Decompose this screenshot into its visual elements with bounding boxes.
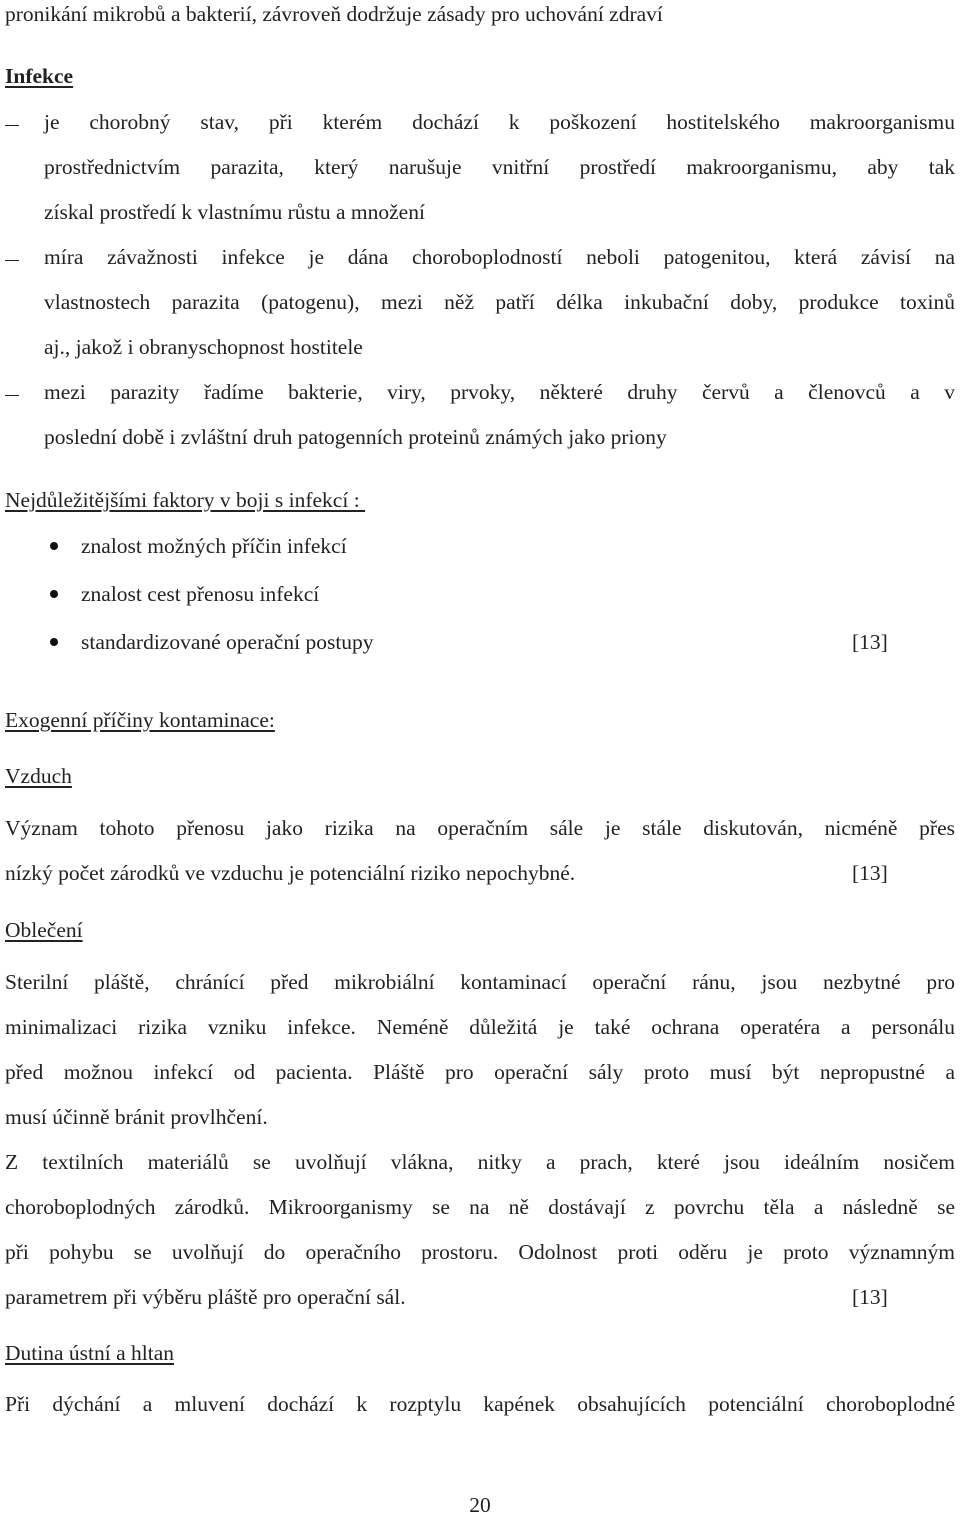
section-heading-infekce: Infekce [5, 64, 74, 88]
list-item-line: je chorobný stav, při kterém dochází k poškození hostitelského makroorganismu [44, 110, 955, 134]
dash-bullet-icon [5, 125, 19, 126]
dash-bullet-icon [5, 260, 19, 261]
paragraph-line: nízký počet zárodků ve vzduchu je potenciální riziko nepochybné. [5, 861, 576, 885]
list-item-line: prostřednictvím parazita, který narušuje vnitřní prostředí makroorganismu, aby tak [44, 155, 955, 179]
vzduch-heading: Vzduch [5, 764, 72, 788]
paragraph-line: před možnou infekcí od pacienta. Pláště pro operační sály proto musí být nepropustné a [5, 1060, 955, 1084]
list-item-line: získal prostředí k vlastnímu růstu a množení [44, 200, 425, 224]
citation-ref: [13] [852, 630, 888, 654]
paragraph-line: parametrem při výběru pláště pro operační sál. [5, 1285, 406, 1309]
factor-item: znalost cest přenosu infekcí [81, 582, 320, 606]
bullet-icon [50, 542, 58, 550]
paragraph-line: Sterilní pláště, chránící před mikrobiální kontaminací operační ránu, jsou nezbytné pro [5, 970, 955, 994]
list-item-line: poslední době i zvláštní druh patogenních proteinů známých jako priony [44, 425, 667, 449]
dutina-heading: Dutina ústní a hltan [5, 1341, 174, 1365]
paragraph-line: musí účinně bránit provlhčení. [5, 1105, 268, 1129]
page-number: 20 [469, 1493, 491, 1517]
list-item-line: aj., jakož i obranyschopnost hostitele [44, 335, 363, 359]
paragraph-line: minimalizaci rizika vzniku infekce. Neméně důležitá je také ochrana operatéra a personálu [5, 1015, 955, 1039]
paragraph-line: Význam tohoto přenosu jako rizika na operačním sále je stále diskutován, nicméně přes [5, 816, 955, 840]
dash-bullet-icon [5, 395, 19, 396]
exogenni-heading: Exogenní příčiny kontaminace: [5, 708, 275, 732]
factor-item: znalost možných příčin infekcí [81, 534, 347, 558]
list-item-line: mezi parazity řadíme bakterie, viry, prvoky, některé druhy červů a členovců a v [44, 380, 955, 404]
paragraph-line: choroboplodných zárodků. Mikroorganismy se na ně dostávají z povrchu těla a následně se [5, 1195, 955, 1219]
citation-ref: [13] [852, 1285, 888, 1309]
factor-item: standardizované operační postupy [81, 630, 374, 654]
list-item-line: míra závažnosti infekce je dána choroboplodností neboli patogenitou, která závisí na [44, 245, 955, 269]
list-item-line: vlastnostech parazita (patogenu), mezi něž patří délka inkubační doby, produkce toxinů [44, 290, 955, 314]
factors-heading: Nejdůležitějšími faktory v boji s infekcí : [5, 488, 366, 512]
intro-line: pronikání mikrobů a bakterií, závroveň dodržuje zásady pro uchování zdraví [5, 2, 663, 26]
citation-ref: [13] [852, 861, 888, 885]
paragraph-line: Z textilních materiálů se uvolňují vlákna, nitky a prach, které jsou ideálním nosičem [5, 1150, 955, 1174]
bullet-icon [50, 638, 58, 646]
bullet-icon [50, 590, 58, 598]
paragraph-line: při pohybu se uvolňují do operačního prostoru. Odolnost proti oděru je proto významným [5, 1240, 955, 1264]
paragraph-line: Při dýchání a mluvení dochází k rozptylu kapének obsahujících potenciální choroboplodné [5, 1392, 955, 1416]
obleceni-heading: Oblečení [5, 918, 83, 942]
